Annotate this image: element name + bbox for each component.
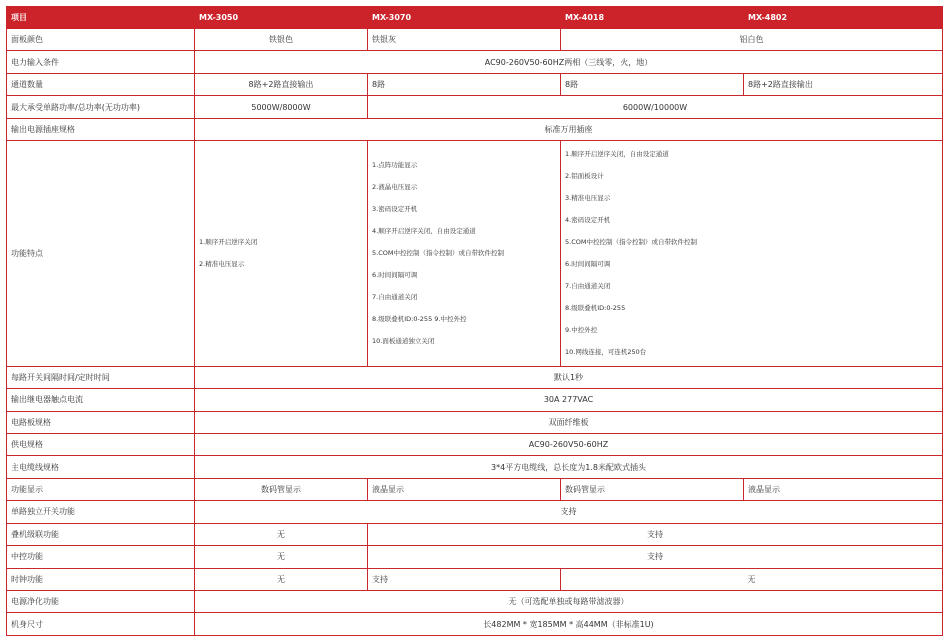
cell-mx4802: 8路+2路直接输出 bbox=[744, 73, 943, 95]
row-max-power bbox=[7, 96, 943, 118]
feature-item: 5.COM中控控制（指令控制）或自带软件控制 bbox=[372, 249, 504, 258]
row-label: 输出继电器触点电流 bbox=[7, 389, 195, 411]
row-label: 中控功能 bbox=[7, 546, 195, 568]
row-label: 叠机级联功能 bbox=[7, 523, 195, 545]
row-label: 功能特点 bbox=[7, 141, 195, 366]
cell-rest: 支持 bbox=[368, 523, 943, 545]
cell-mx3050-features bbox=[195, 141, 368, 366]
feature-item: 1.点阵功能显示 bbox=[372, 161, 418, 170]
feature-item: 6.时间间隔可调 bbox=[372, 271, 418, 280]
row-socket bbox=[7, 118, 943, 140]
row-label: 供电规格 bbox=[7, 433, 195, 455]
feature-item: 1.顺序开启逆序关闭，自由设定通道 bbox=[565, 150, 669, 159]
row-label: 单路独立开关功能 bbox=[7, 501, 195, 523]
row-label: 最大承受单路功率/总功率(无功功率) bbox=[7, 96, 195, 118]
cell-mx3070: 液晶显示 bbox=[368, 478, 561, 500]
table-header bbox=[7, 7, 943, 29]
cell-all: 支持 bbox=[195, 501, 943, 523]
feature-list bbox=[565, 143, 938, 363]
feature-item: 6.时间间隔可调 bbox=[565, 260, 611, 269]
cell-rest: 无 bbox=[561, 568, 943, 590]
header-mx4018: MX-4018 bbox=[561, 7, 744, 29]
cell-mx4018: 8路 bbox=[561, 73, 744, 95]
spec-table bbox=[6, 6, 943, 636]
feature-list bbox=[372, 154, 556, 352]
header-item: 项目 bbox=[7, 7, 195, 29]
feature-item: 2.精准电压显示 bbox=[199, 260, 245, 269]
feature-item: 7.自由通道关闭 bbox=[372, 293, 418, 302]
row-label: 输出电源插座规格 bbox=[7, 118, 195, 140]
cell-mx3050: 无 bbox=[195, 546, 368, 568]
row-relay bbox=[7, 389, 943, 411]
cell-all: 长482MM * 宽185MM * 高44MM（非标准1U) bbox=[195, 613, 943, 636]
row-power-input bbox=[7, 51, 943, 73]
row-purify bbox=[7, 591, 943, 613]
row-label: 主电缆线规格 bbox=[7, 456, 195, 478]
cell-all: 双面纤维板 bbox=[195, 411, 943, 433]
row-label: 电力输入条件 bbox=[7, 51, 195, 73]
row-display bbox=[7, 478, 943, 500]
feature-item: 3.密码设定开机 bbox=[372, 205, 418, 214]
feature-item: 9.中控外控 bbox=[565, 326, 598, 335]
cell-all: 30A 277VAC bbox=[195, 389, 943, 411]
feature-item: 10.面板通道独立关闭 bbox=[372, 337, 435, 346]
cell-mx3050: 8路+2路直接输出 bbox=[195, 73, 368, 95]
row-label: 每路开关间隔时间/定时时间 bbox=[7, 366, 195, 388]
row-cable bbox=[7, 456, 943, 478]
feature-item: 4.密码设定开机 bbox=[565, 216, 611, 225]
feature-item: 8.级联叠机ID:0-255 bbox=[565, 304, 626, 313]
row-label: 面板颜色 bbox=[7, 29, 195, 51]
cell-mx3070: 支持 bbox=[368, 568, 561, 590]
feature-item: 2.液晶电压显示 bbox=[372, 183, 418, 192]
row-supply bbox=[7, 433, 943, 455]
cell-all: 标准万用插座 bbox=[195, 118, 943, 140]
header-mx4802: MX-4802 bbox=[744, 7, 943, 29]
cell-mx4000: 铝白色 bbox=[561, 29, 943, 51]
header-mx3050: MX-3050 bbox=[195, 7, 368, 29]
row-label: 通道数量 bbox=[7, 73, 195, 95]
cell-all: 3*4平方电缆线，总长度为1.8米配欧式插头 bbox=[195, 456, 943, 478]
cell-mx3050: 无 bbox=[195, 523, 368, 545]
cell-mx3050: 铁银色 bbox=[195, 29, 368, 51]
feature-item: 4.顺序开启逆序关闭、自由设定通道 bbox=[372, 227, 476, 236]
row-panel-color bbox=[7, 29, 943, 51]
row-central bbox=[7, 546, 943, 568]
cell-all: 默认1秒 bbox=[195, 366, 943, 388]
header-mx3070: MX-3070 bbox=[368, 7, 561, 29]
feature-item: 7.自由通道关闭 bbox=[565, 282, 611, 291]
cell-mx3050: 无 bbox=[195, 568, 368, 590]
feature-item: 3.精准电压显示 bbox=[565, 194, 611, 203]
cell-all: 无（可选配单独或每路带滤波器） bbox=[195, 591, 943, 613]
feature-item: 10.网线连接，可连机250台 bbox=[565, 348, 647, 357]
feature-item: 8.级联叠机ID:0-255 9.中控外控 bbox=[372, 315, 467, 324]
cell-mx3070: 8路 bbox=[368, 73, 561, 95]
cell-mx3070-features bbox=[368, 141, 561, 366]
cell-rest: 支持 bbox=[368, 546, 943, 568]
row-label: 功能显示 bbox=[7, 478, 195, 500]
cell-all: AC90-260V50-60HZ bbox=[195, 433, 943, 455]
feature-item: 1.顺序开启逆序关闭 bbox=[199, 238, 258, 247]
cell-rest: 6000W/10000W bbox=[368, 96, 943, 118]
feature-list bbox=[199, 231, 363, 275]
cell-mx3070: 铁银灰 bbox=[368, 29, 561, 51]
row-label: 时钟功能 bbox=[7, 568, 195, 590]
row-board bbox=[7, 411, 943, 433]
row-channels bbox=[7, 73, 943, 95]
cell-mx4802: 液晶显示 bbox=[744, 478, 943, 500]
feature-item: 5.COM中控控制（指令控制）或自带软件控制 bbox=[565, 238, 697, 247]
cell-mx4000-features bbox=[561, 141, 943, 366]
row-label: 电路板规格 bbox=[7, 411, 195, 433]
row-interval bbox=[7, 366, 943, 388]
row-label: 电源净化功能 bbox=[7, 591, 195, 613]
row-cascade bbox=[7, 523, 943, 545]
cell-mx4018: 数码管显示 bbox=[561, 478, 744, 500]
row-label: 机身尺寸 bbox=[7, 613, 195, 636]
row-clock bbox=[7, 568, 943, 590]
row-single-switch bbox=[7, 501, 943, 523]
row-size bbox=[7, 613, 943, 636]
cell-mx3050: 数码管显示 bbox=[195, 478, 368, 500]
feature-item: 2.铝面板设计 bbox=[565, 172, 604, 181]
cell-all: AC90-260V50-60HZ两相（三线零，火，地） bbox=[195, 51, 943, 73]
cell-mx3050: 5000W/8000W bbox=[195, 96, 368, 118]
row-features bbox=[7, 141, 943, 366]
